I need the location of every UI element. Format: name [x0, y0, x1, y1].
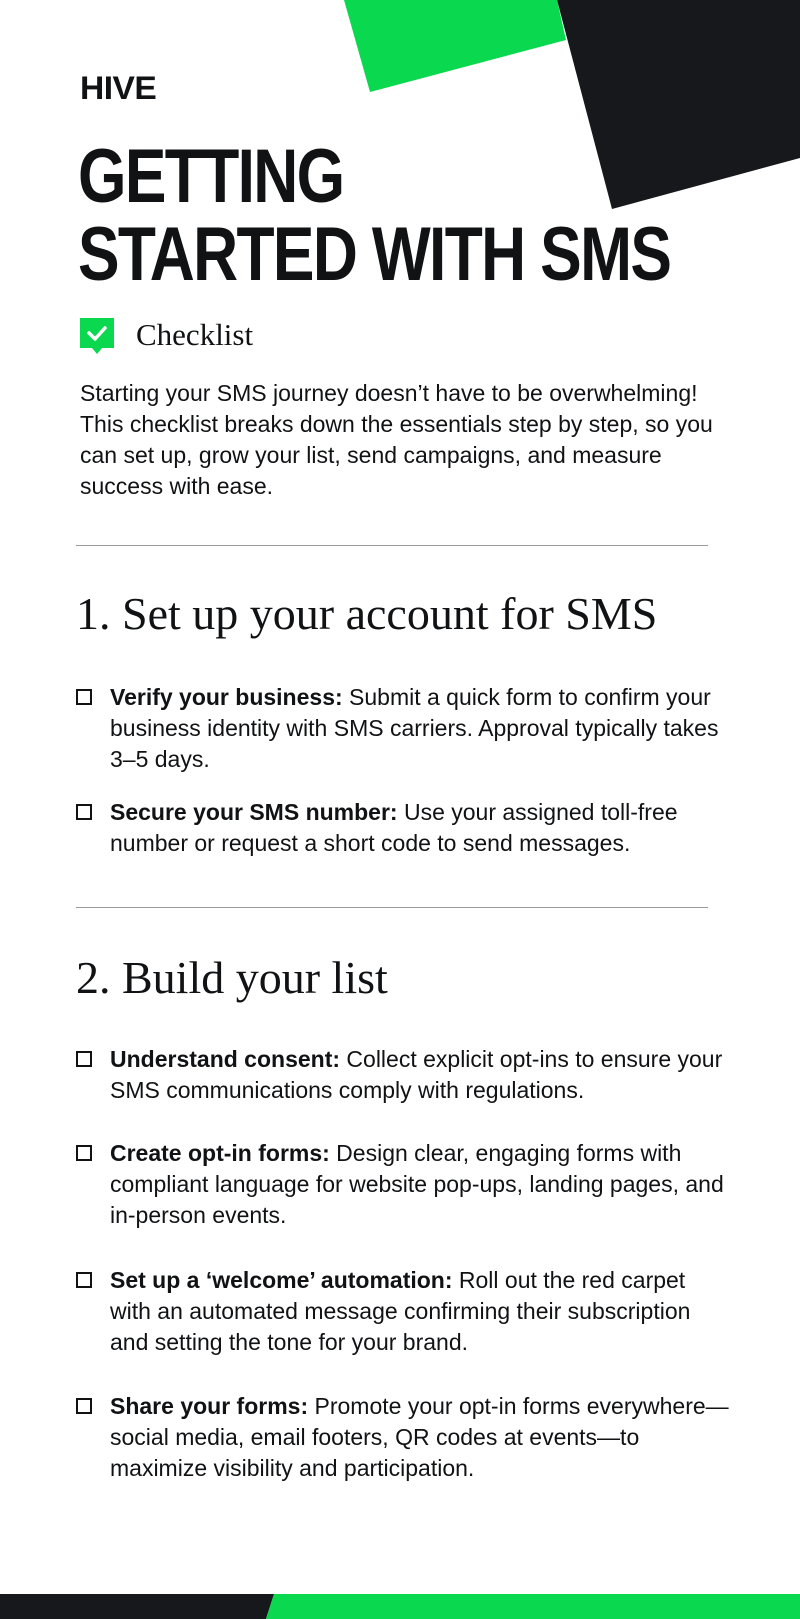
page-title-line-2: STARTED WITH SMS [78, 212, 671, 297]
checklist-item-body: Design clear, engaging forms with compliant language for website pop-ups, landing pages, and in-person events. [110, 1140, 724, 1228]
hive-logo: HIVE [80, 70, 157, 106]
checklist-item[interactable] [76, 1265, 736, 1358]
checklist-item[interactable] [76, 682, 736, 775]
checklist-badge [80, 318, 253, 352]
checklist-item-body: Roll out the red carpet with an automated message confirming their subscription and setting the tone for your brand. [110, 1267, 691, 1355]
checklist-item-text [110, 682, 730, 775]
checklist-item-heading: Secure your SMS number: [110, 799, 398, 825]
divider [76, 545, 708, 546]
checklist-label: Checklist [136, 317, 254, 352]
checklist-item[interactable] [76, 1138, 736, 1231]
checklist-item[interactable] [76, 1044, 736, 1106]
checklist-item-heading: Set up a ‘welcome’ automation: [110, 1267, 453, 1293]
page-title [78, 134, 671, 297]
checklist-item-body: Promote your opt-in forms everywhere—social media, email footers, QR codes at events—to maximize visibility and participation. [110, 1393, 729, 1481]
divider [76, 907, 708, 908]
checklist-item-heading: Understand consent: [110, 1046, 341, 1072]
checklist-item-body: Submit a quick form to confirm your business identity with SMS carriers. Approval typically takes 3–5 days. [110, 684, 719, 772]
green-corner-shape [344, 0, 566, 92]
checklist-item-heading: Share your forms: [110, 1393, 309, 1419]
checklist-item[interactable] [76, 797, 736, 859]
checklist-item-body: Use your assigned toll-free number or request a short code to send messages. [110, 799, 678, 856]
checkmark-badge-icon [80, 318, 114, 352]
checkbox-icon[interactable] [76, 1145, 92, 1161]
checkbox-icon[interactable] [76, 1051, 92, 1067]
footer-color-bar [0, 1594, 800, 1619]
checklist-item-text [110, 1391, 730, 1484]
checklist-item-text [110, 1265, 730, 1358]
checklist-item-heading: Verify your business: [110, 684, 343, 710]
checklist-item-text [110, 1138, 730, 1231]
checkbox-icon[interactable] [76, 1272, 92, 1288]
checklist-item[interactable] [76, 1391, 736, 1484]
checklist-item-heading: Create opt-in forms: [110, 1140, 330, 1166]
checklist-item-body: Collect explicit opt-ins to ensure your SMS communications comply with regulations. [110, 1046, 723, 1103]
checkbox-icon[interactable] [76, 1398, 92, 1414]
section-title-build-list: 2. Build your list [76, 952, 388, 1003]
checkbox-icon[interactable] [76, 804, 92, 820]
section-title-setup: 1. Set up your account for SMS [76, 588, 658, 639]
checklist-item-text [110, 1044, 730, 1106]
checkbox-icon[interactable] [76, 689, 92, 705]
checklist-item-text [110, 797, 730, 859]
page-title-line-1: GETTING [78, 134, 344, 219]
intro-paragraph: Starting your SMS journey doesn’t have to be overwhelming! This checklist breaks down the essentials step by step, so you can set up, grow your list, send campaigns, and measure success with ease. [80, 380, 713, 499]
